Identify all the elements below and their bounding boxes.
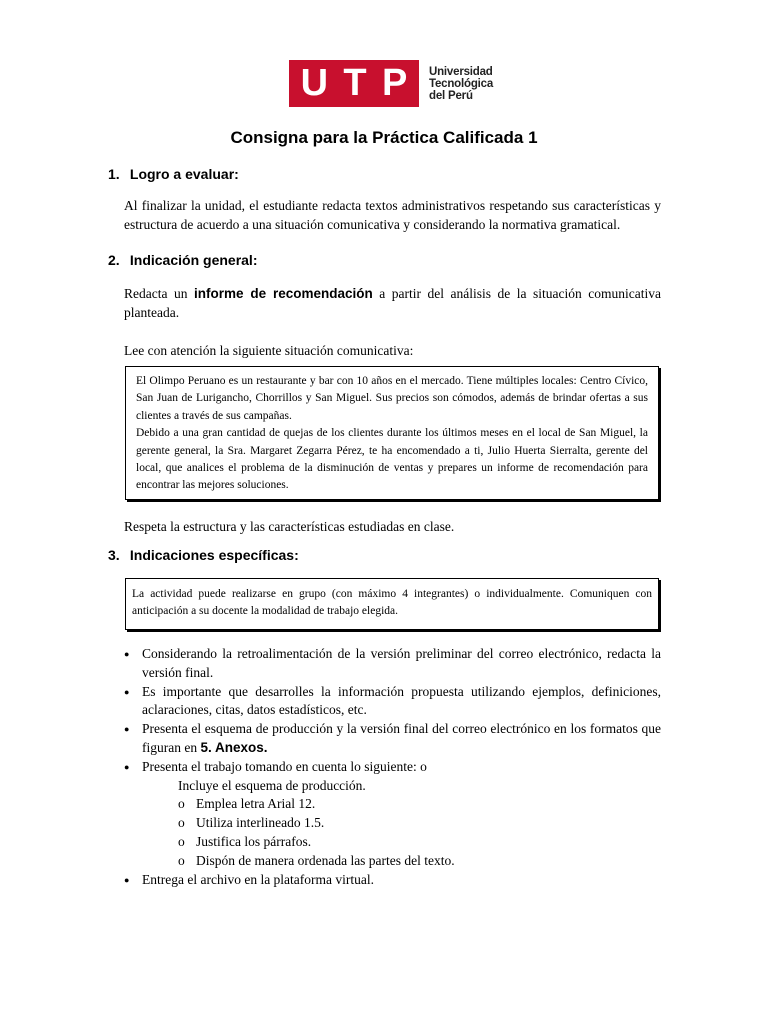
sub-bullet-icon: o [178,833,185,849]
logo-letter-p: P [381,62,408,104]
activity-box: La actividad puede realizarse en grupo (con máximo 4 integrantes) o individualmente. Comuniquen con anticipación a su docente la modalidad de trabajo elegida. [125,578,659,630]
list-item [124,758,661,777]
sub-item-text: Utiliza interlineado 1.5. [196,815,325,831]
situation-paragraph-2: Debido a una gran cantidad de quejas de los clientes durante los últimos meses en el local de San Miguel, la gerente general, la Sra. Margaret Zegarra Pérez, te ha encomendado a ti, Julio Huerta Sierralta, gerente del local, que analices el problema de la disminución de ventas y prepares un informe de recomendación para encontrar las mejores soluciones. [136,427,648,492]
sub-bullet-icon: o [178,815,185,831]
situation-box [125,366,659,500]
sub-item [124,814,661,833]
list-item [124,645,661,683]
list-item [124,683,661,721]
sub-item-text: Dispón de manera ordenada las partes del texto. [196,852,455,868]
sub-item [124,833,661,852]
sub-bullet-icon: o [178,796,185,812]
sub-item [124,852,661,871]
logo-line-3: del Perú [429,89,473,102]
section-3-heading [108,547,299,563]
bullet-icon: ● [124,874,130,885]
logo-letter-u: U [300,62,329,104]
bullet-icon: ● [124,724,130,735]
section-1-text: Al finalizar la unidad, el estudiante redacta textos administrativos respetando sus características y estructura de acuerdo a una situación comunicativa y considerando la normativa gramatical. [124,198,661,232]
section-3-title: Indicaciones específicas: [129,547,299,563]
section-2-heading [108,252,257,268]
bullet-2-text: Es importante que desarrolles la información propuesta utilizando ejemplos, definiciones, aclaraciones, citas, datos estadísticos, etc. [142,683,661,718]
logo-line-1: Universidad [429,65,493,78]
section-2-text-bold: informe de recomendación [193,286,373,301]
sub-item-text: Emplea letra Arial 12. [196,796,316,812]
list-item [124,871,661,890]
section-2-text [124,284,661,322]
bullet-3-bold: 5. Anexos. [200,739,268,755]
section-3-number: 3. [108,547,120,563]
logo-letter-t: T [343,62,367,104]
logo-line-2: Tecnológica [429,77,494,90]
bullet-icon: ● [124,649,130,659]
bullet-4-text: Presenta el trabajo tomando en cuenta lo siguiente: o [142,758,427,774]
page-title: Consigna para la Práctica Calificada 1 [230,128,538,147]
section-1-title: Logro a evaluar: [129,166,239,182]
utp-logo-mark [289,60,419,107]
utp-logo [289,60,493,107]
section-2-title: Indicación general: [129,252,258,268]
bullet-3-text: Presenta el esquema de producción y la versión final del correo electrónico en los formatos que figuran en [142,721,661,755]
section-2-lead: Lee con atención la siguiente situación comunicativa: [124,343,414,358]
sub-item-text: Justifica los párrafos. [196,833,312,849]
bullet-icon: ● [124,761,130,772]
bullet-5-text: Entrega el archivo en la plataforma virtual. [142,871,375,887]
bullet-icon: ● [124,686,130,697]
sub-item-first: Incluye el esquema de producción. [178,777,366,793]
section-2-text-before: Redacta un [124,286,194,301]
specific-list [124,645,661,889]
section-1-heading [108,166,239,182]
list-item [124,720,661,758]
section-2-after: Respeta la estructura y las características estudiadas en clase. [124,519,455,534]
section-1-number: 1. [108,166,120,182]
bullet-1-text: Considerando la retroalimentación de la versión preliminar del correo electrónico, redacta la versión final. [142,646,661,680]
logo-wordmark [429,66,493,102]
section-2-text-after: a partir del análisis de la situación comunicativa planteada. [124,286,661,320]
sub-bullet-icon: o [178,852,185,868]
section-2-number: 2. [108,252,120,268]
sub-item [124,795,661,814]
situation-paragraph-1: El Olimpo Peruano es un restaurante y bar con 10 años en el mercado. Tiene múltiples locales: Centro Cívico, San Juan de Lurigancho, Chorrillos y San Miguel. Sus precios son cómodos, además de brindar ofertas a sus clientes a través de sus campañas. [136,375,648,422]
